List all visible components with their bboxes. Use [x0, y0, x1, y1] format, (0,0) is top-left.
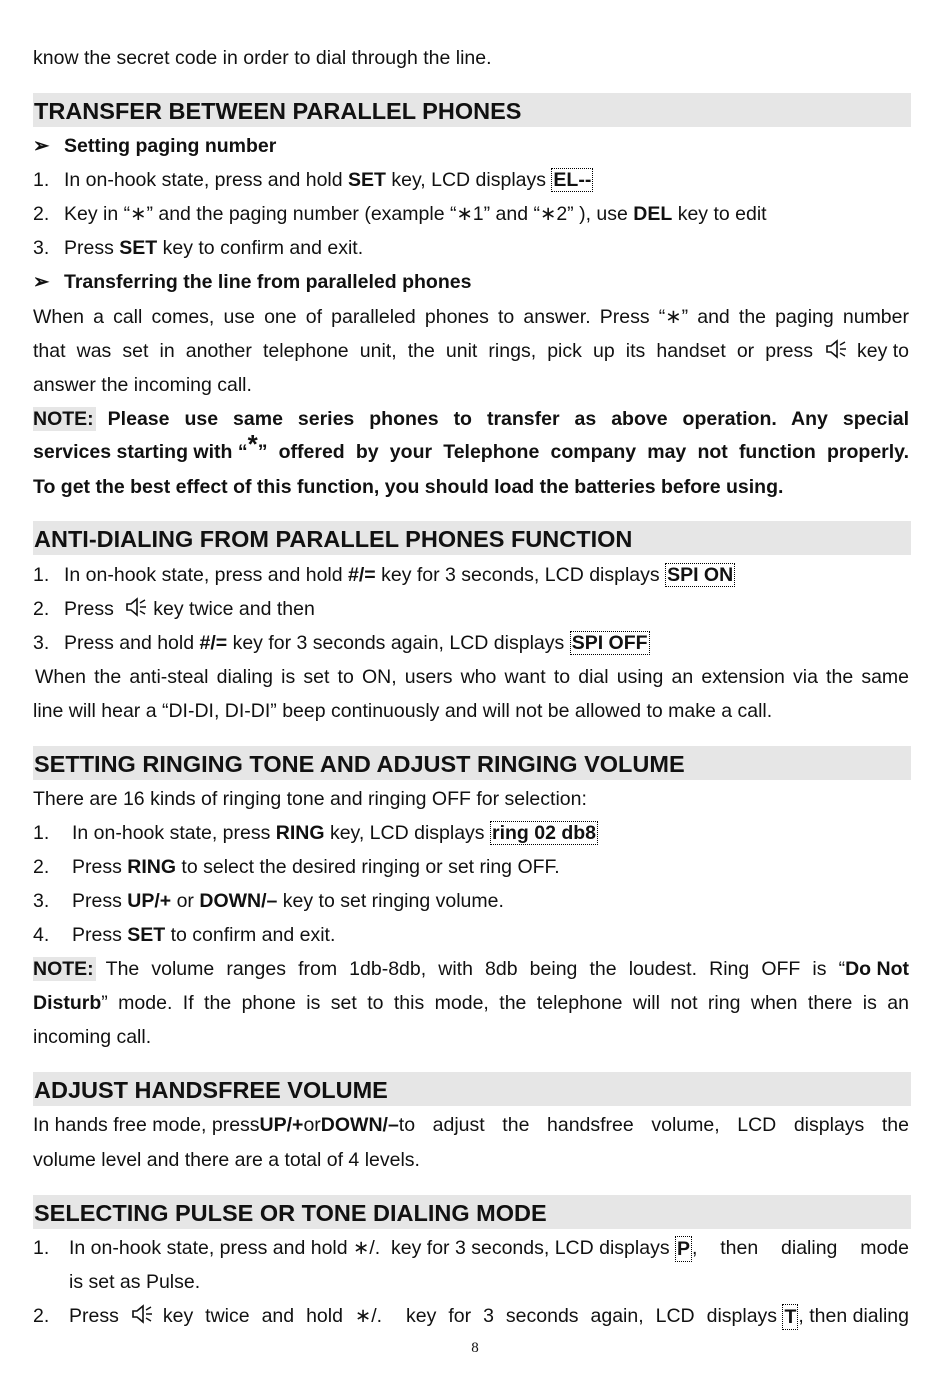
list-item: 3. Press and hold #/= key for 3 seconds again, LCD displays SPI OFF	[33, 632, 648, 654]
paragraph-line: that was set in another telephone unit, the unit rings, pick up its handset or press key to	[33, 340, 909, 362]
arrow-bullet-icon: ➢	[33, 271, 50, 293]
section-heading-transfer: TRANSFER BETWEEN PARALLEL PHONES	[33, 93, 911, 127]
note-line: Disturb ” mode. If the phone is set to this mode, the telephone will not ring when there is an	[33, 992, 909, 1014]
list-item-continuation: is set as Pulse.	[69, 1271, 201, 1293]
speaker-icon	[131, 1304, 153, 1324]
list-item: 2. Press RING to select the desired ringing or set ring OFF.	[33, 856, 560, 878]
speaker-icon	[825, 339, 847, 359]
list-item: 4. Press SET to confirm and exit.	[33, 924, 336, 946]
section-heading-ringing: SETTING RINGING TONE AND ADJUST RINGING VOLUME	[33, 746, 911, 780]
note-label: NOTE:	[33, 408, 94, 430]
list-item: 3. Press UP/+ or DOWN/– key to set ringing volume.	[33, 890, 504, 912]
list-item: 2. Press key twice and hold ∗/. key for 3 seconds again, LCD displays T , then dialing	[33, 1305, 909, 1328]
lcd-display-value: SPI OFF	[571, 632, 648, 654]
list-item: 1. In on-hook state, press and hold SET key, LCD displays EL--	[33, 169, 592, 191]
section-heading-handsfree: ADJUST HANDSFREE VOLUME	[33, 1072, 911, 1106]
list-item: 1. In on-hook state, press and hold ∗/. key for 3 seconds, LCD displays P , then dialing mode	[33, 1237, 909, 1260]
section-heading-dialing-mode: SELECTING PULSE OR TONE DIALING MODE	[33, 1195, 911, 1229]
paragraph-line: In hands free mode, press UP/+ or DOWN/– to adjust the handsfree volume, LCD displays the	[33, 1114, 909, 1136]
page-number: 8	[471, 1340, 479, 1356]
note-label: NOTE:	[33, 958, 94, 980]
lcd-display-value: ring 02 db8	[491, 822, 597, 844]
note-line: NOTE: The volume ranges from 1db-8db, with 8db being the loudest. Ring OFF is “ Do Not	[33, 958, 909, 980]
list-item: 2. Press key twice and then	[33, 598, 315, 620]
paragraph-line: When the anti-steal dialing is set to ON, users who want to dial using an extension via the same	[35, 666, 909, 688]
paragraph-line: There are 16 kinds of ringing tone and ringing OFF for selection:	[33, 788, 587, 810]
list-item: 3. Press SET key to confirm and exit.	[33, 237, 364, 259]
list-item: 2. Key in “∗” and the paging number (example “∗1” and “∗2” ), use DEL key to edit	[33, 203, 767, 225]
lcd-display-value: P	[677, 1238, 691, 1260]
note-line: NOTE: Please use same series phones to transfer as above operation. Any special	[33, 408, 909, 430]
note-line: services starting with “ * ” offered by your Telephone company may not function properly.	[33, 429, 909, 463]
lcd-display-value: T	[784, 1306, 797, 1328]
speaker-icon	[125, 597, 147, 617]
list-item: 1. In on-hook state, press RING key, LCD displays ring 02 db8	[33, 822, 597, 844]
paragraph-line: answer the incoming call.	[33, 374, 252, 396]
subheading-transferring: ➢ Transferring the line from paralleled phones	[33, 271, 472, 293]
arrow-bullet-icon: ➢	[33, 135, 50, 157]
intro-text: know the secret code in order to dial through the line.	[33, 47, 492, 69]
section-heading-anti-dialing: ANTI-DIALING FROM PARALLEL PHONES FUNCTION	[33, 521, 911, 555]
subheading-paging: ➢ Setting paging number	[33, 135, 277, 157]
paragraph-line: line will hear a “DI-DI, DI-DI” beep continuously and will not be allowed to make a call.	[33, 700, 773, 722]
note-line: To get the best effect of this function, you should load the batteries before using.	[33, 476, 784, 498]
list-item: 1. In on-hook state, press and hold #/= key for 3 seconds, LCD displays SPI ON	[33, 564, 734, 586]
lcd-display-value: SPI ON	[667, 564, 734, 586]
note-line: incoming call.	[33, 1026, 152, 1048]
paragraph-line: When a call comes, use one of paralleled phones to answer. Press “∗” and the paging number	[33, 306, 909, 328]
paragraph-line: volume level and there are a total of 4 levels.	[33, 1149, 420, 1171]
lcd-display-value: EL--	[553, 169, 592, 191]
